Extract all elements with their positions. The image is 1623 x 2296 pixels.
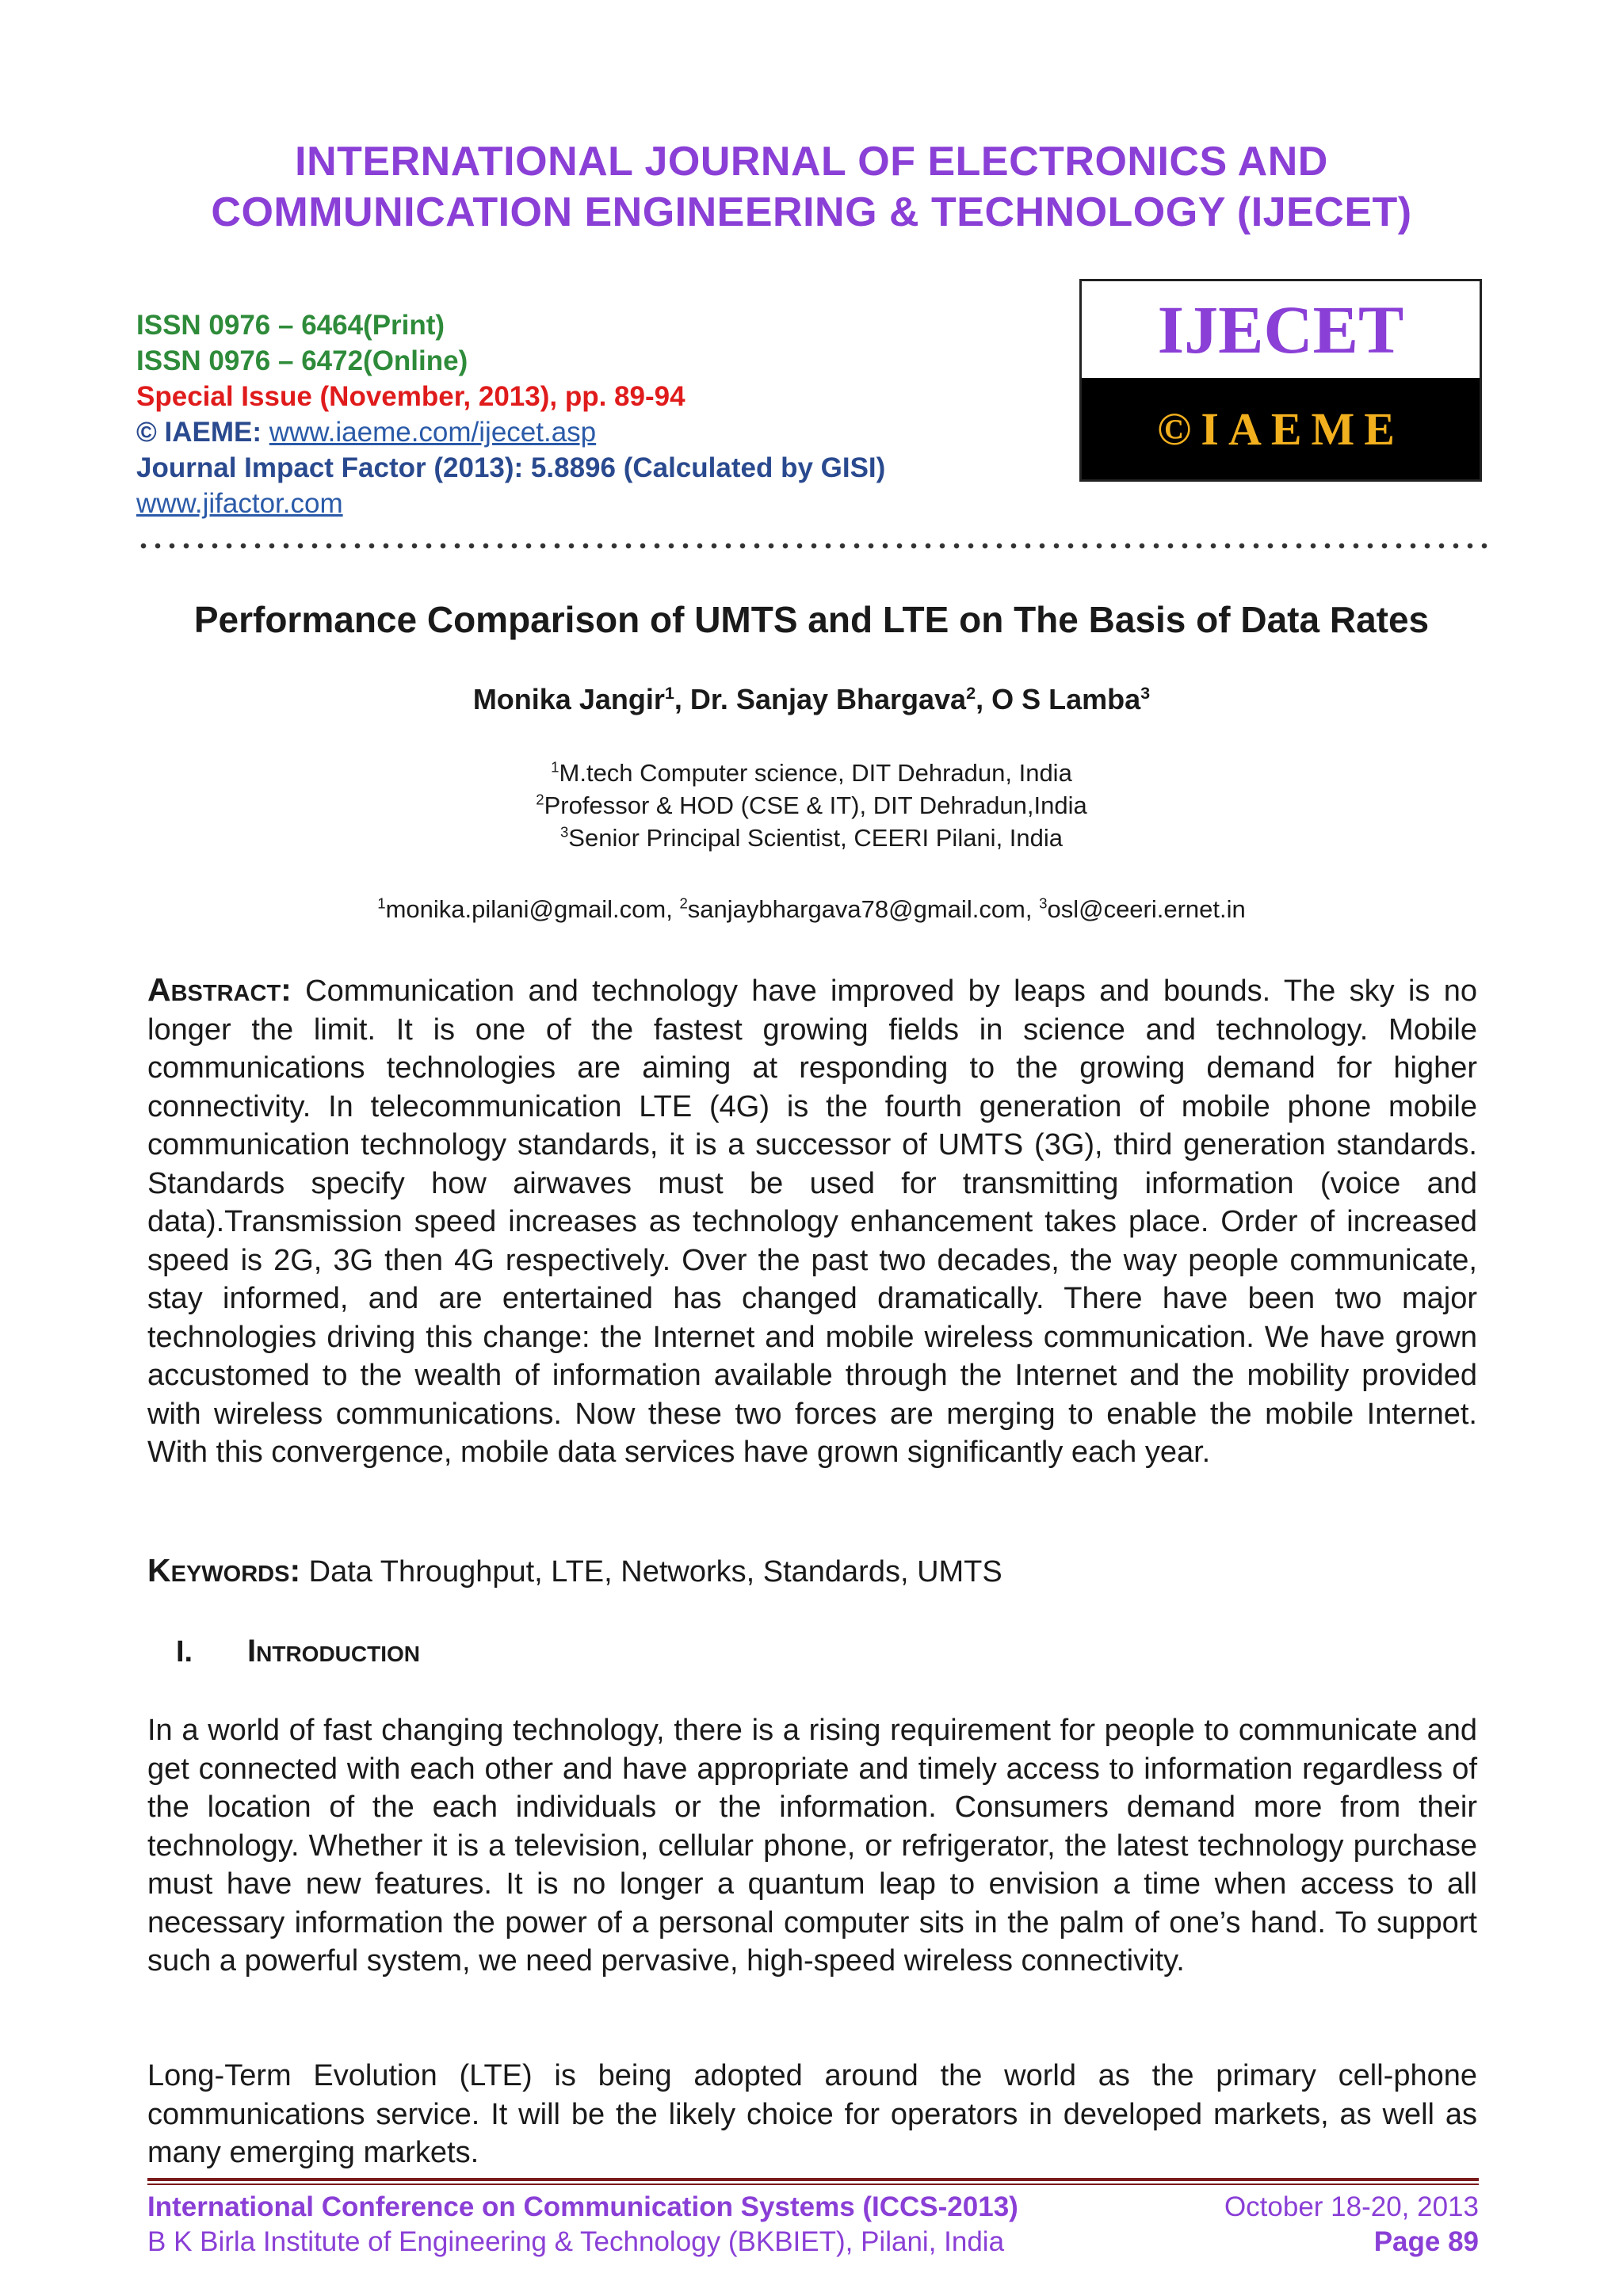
email-separator: , (1025, 895, 1040, 923)
iaeme-line (136, 414, 885, 450)
abstract-paragraph (147, 971, 1477, 1472)
footer-page-number: Page 89 (1373, 2226, 1479, 2257)
abstract-text: Communication and technology have improved by leaps and bounds. The sky is no longer the limit. It is one of the fastest growing fields in science and technology. Mobile communications technologies are aiming at responding to the growing demand for higher connectivity. In telecommunication LTE (4G) is the fourth generation of mobile phone mobile communication technology standards, it is a successor of UMTS (3G), third generation standards. Standards specify how airwaves must be used for transmitting information (voice and data).Transmission speed increases as technology enhancement takes place. Order of increased speed is 2G, 3G then 4G respectively. Over the past two decades, the way people communicate, stay informed, and are entertained has changed dramatically. There have been two major technologies driving this change: the Internet and mobile wireless communication. We have grown accustomed to the wealth of information available through the Internet and the mobility provided with wireless communications. Now these two forces are merging to enable the mobile Internet. With this convergence, mobile data services have grown significantly each year. (147, 974, 1477, 1469)
section-title: Introduction (247, 1634, 420, 1669)
email-link[interactable]: monika.pilani@gmail.com (385, 895, 666, 923)
affiliation-text: Senior Principal Scientist, CEERI Pilani, India (568, 824, 1064, 852)
affiliation-line (0, 757, 1623, 789)
author-sup: 2 (966, 683, 976, 703)
journal-title-line1: INTERNATIONAL JOURNAL OF ELECTRONICS AND (295, 139, 1328, 185)
author-name: O S Lamba (991, 683, 1141, 715)
journal-title-line2: COMMUNICATION ENGINEERING & TECHNOLOGY (IJECET) (211, 189, 1412, 235)
intro-paragraph-1: In a world of fast changing technology, there is a rising requirement for people to communicate and get connected with each other and have appropriate and timely access to information regardless of the location of the each individuals or the information. Consumers demand more from their technology. Whether it is a television, cellular phone, or refrigerator, the latest technology purchase must have new features. It is no longer a quantum leap to envision a time when access to all necessary information the power of a personal computer sits in the palm of one’s hand. To support such a powerful system, we need pervasive, high-speed wireless connectivity. (147, 1714, 1477, 1978)
affiliation-line (0, 822, 1623, 854)
keywords-text: Data Throughput, LTE, Networks, Standards, UMTS (300, 1555, 1002, 1589)
author-separator: , (674, 683, 690, 715)
footer-institute: B K Birla Institute of Engineering & Technology (BKBIET), Pilani, India (147, 2226, 1005, 2257)
section-number: I. (176, 1635, 193, 1669)
iaeme-link[interactable]: www.iaeme.com/ijecet.asp (269, 417, 597, 448)
author-name: Monika Jangir (472, 683, 665, 715)
jifactor-link[interactable]: www.jifactor.com (136, 488, 343, 519)
email-separator: , (666, 895, 680, 923)
author-separator: , (976, 683, 992, 715)
impact-factor: Journal Impact Factor (2013): 5.8896 (Calculated by GISI) (136, 452, 886, 483)
author-sup: 1 (664, 683, 674, 703)
affiliations (0, 757, 1623, 854)
journal-title (0, 136, 1623, 238)
logo-ijecet: IJECET (1157, 292, 1404, 368)
author-name: Dr. Sanjay Bhargava (689, 683, 967, 715)
footer-rule-thin (147, 2183, 1479, 2185)
issn-online: ISSN 0976 – 6472(Online) (136, 345, 468, 376)
affiliation-text: M.tech Computer science, DIT Dehradun, India (559, 759, 1072, 787)
iaeme-label: © IAEME: (136, 417, 269, 448)
footer-conference: International Conference on Communication Systems (ICCS-2013) (147, 2191, 1018, 2222)
affiliation-line (0, 789, 1623, 822)
affiliation-text: Professor & HOD (CSE & IT), DIT Dehradun,India (544, 791, 1087, 819)
affiliation-sup: 1 (551, 758, 559, 776)
author-emails (0, 894, 1623, 925)
section-heading-introduction (176, 1632, 420, 1671)
email-sup: 3 (1039, 894, 1048, 912)
intro-paragraph-2: Long-Term Evolution (LTE) is being adopted around the world as the primary cell-phone communications service. It will be the likely choice for operators in developed markets, as well as many emerging markets. (147, 2059, 1477, 2169)
footer-date: October 18-20, 2013 (1224, 2191, 1479, 2222)
special-issue: Special Issue (November, 2013), pp. 89-94 (136, 381, 685, 412)
affiliation-sup: 3 (559, 823, 569, 841)
affiliation-sup: 2 (536, 791, 544, 808)
dotted-divider (136, 542, 1488, 550)
email-link[interactable]: osl@ceeri.ernet.in (1047, 895, 1246, 923)
author-list (0, 681, 1623, 718)
abstract-label: Abstract: (147, 971, 292, 1008)
paper-title: Performance Comparison of UMTS and LTE on The Basis of Data Rates (193, 599, 1430, 640)
email-sup: 1 (377, 894, 386, 912)
author-sup: 3 (1140, 683, 1151, 703)
footer-rule (147, 2178, 1479, 2181)
keywords-line (147, 1551, 1477, 1592)
journal-info-block (136, 307, 885, 521)
journal-logo (1079, 279, 1482, 482)
email-sup: 2 (679, 894, 688, 912)
keywords-label: Keywords: (147, 1552, 301, 1589)
issn-print: ISSN 0976 – 6464(Print) (136, 310, 445, 341)
logo-iaeme: ©IAEME (1082, 378, 1480, 479)
page-footer (147, 2190, 1479, 2260)
email-link[interactable]: sanjaybhargava78@gmail.com (687, 895, 1025, 923)
